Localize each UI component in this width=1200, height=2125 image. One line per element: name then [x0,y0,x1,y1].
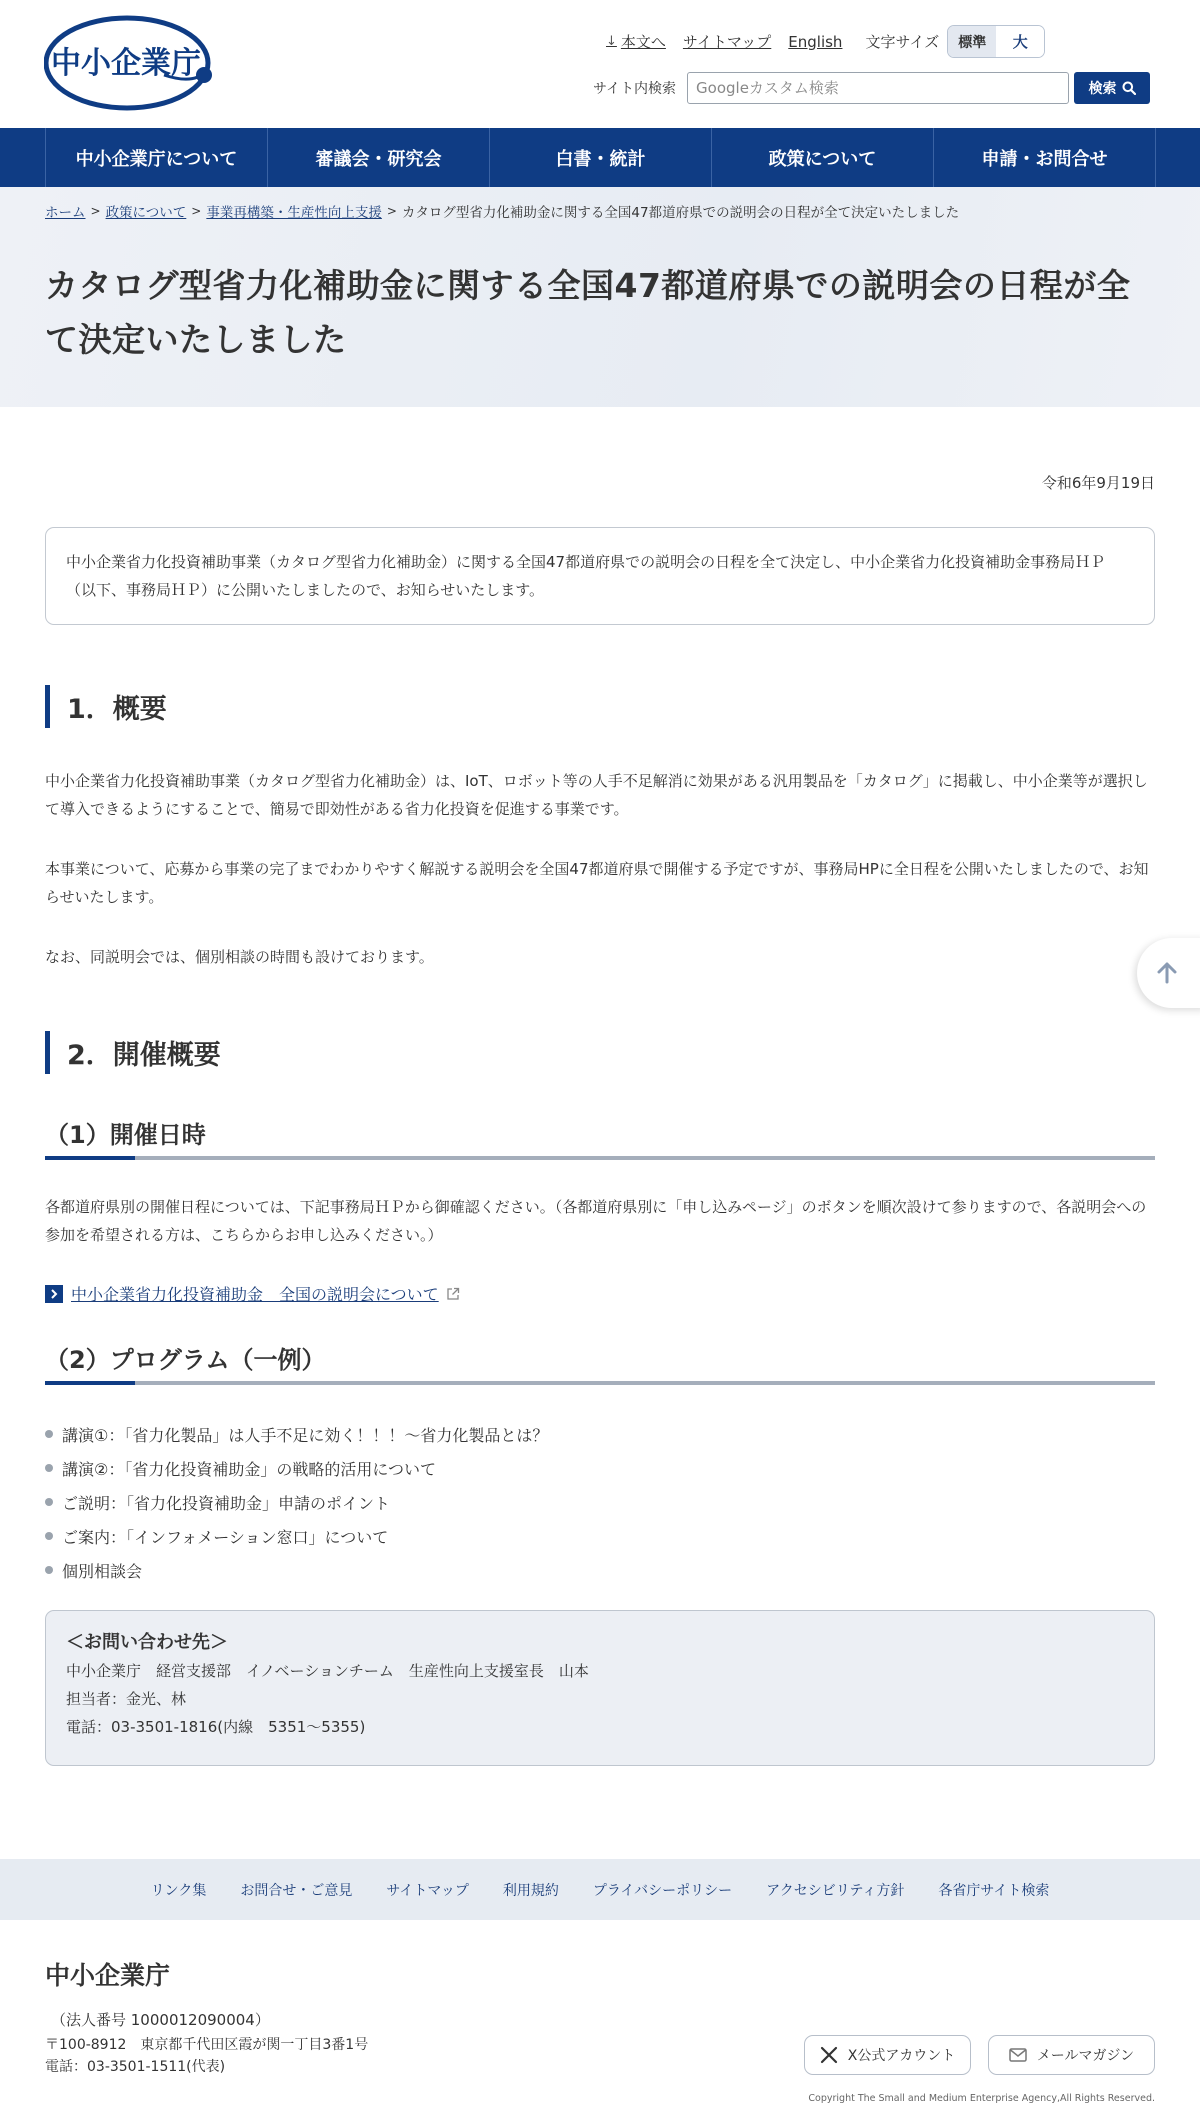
breadcrumb-current: カタログ型省力化補助金に関する全国47都道府県での説明会の日程が全て決定いたしました [401,205,960,221]
footer-link-contact[interactable]: お問合せ・ご意見 [240,1882,353,1899]
x-account-button[interactable] [804,2035,971,2075]
lead-box: 中小企業省力化投資補助事業（カタログ型省力化補助金）に関する全国47都道府県での説明会の日程を全て決定し、中小企業省力化投資補助金事務局ＨＰ（以下、事務局ＨＰ）に公開いたしましたので、お知らせいたします。 [45,527,1155,625]
section-heading-event: 2．開催概要 [45,1031,221,1074]
seminar-link-label[interactable]: 中小企業省力化投資補助金 全国の説明会について [71,1285,439,1304]
nav-item-about[interactable]: 中小企業庁について [46,128,268,187]
bullet-icon [45,1498,53,1506]
footer-address: 〒100-8912 東京都千代田区霞が関一丁目3番1号 [45,2037,369,2053]
subsection-heading-program-text: （2）プログラム（一例） [45,1346,326,1374]
bullet-icon [45,1430,53,1438]
breadcrumb-home[interactable]: ホーム [45,205,86,221]
contact-department: 中小企業庁 経営支援部 イノベーションチーム 生産性向上支援室長 山本 [66,1662,589,1680]
global-nav [0,128,1200,187]
logo-text: 中小企業庁 [51,46,201,81]
search-input[interactable] [687,72,1069,104]
x-account-label: X公式アカウント [847,2048,956,2064]
subsection-heading-datetime-text: （1）開催日時 [45,1121,206,1149]
page-title: カタログ型省力化補助金に関する全国47都道府県での説明会の日程が全て決定いたしました [45,266,1131,359]
english-link[interactable]: English [788,32,843,51]
overview-paragraph-1: 中小企業省力化投資補助事業（カタログ型省力化補助金）は、IoT、ロボット等の人手不足解消に効果がある汎用製品を「カタログ」に掲載し、中小企業等が選択して導入できるようにすることで、簡易で即効性がある省力化投資を促進する事業です。 [45,772,1148,818]
seminar-external-link[interactable] [45,1282,460,1305]
footer-link-accessibility[interactable]: アクセシビリティ方針 [766,1882,905,1899]
list-item [45,1553,548,1587]
agency-logo[interactable] [44,15,214,111]
footer-links [0,1859,1200,1920]
skip-to-content-link[interactable] [606,31,666,52]
breadcrumb [45,201,959,221]
mail-icon [1009,2048,1027,2062]
list-item-text: ご説明：「省力化投資補助金」申請のポイント [62,1493,391,1513]
contact-title: ＜お問い合わせ先＞ [66,1632,228,1653]
site-search [593,72,1150,104]
overview-paragraph-2: 本事業について、応募から事業の完了までわかりやすく解説する説明会を全国47都道府県で開催する予定ですが、事務局HPに全日程を公開いたしましたので、お知らせいたします。 [45,860,1149,906]
chevron-right-icon: > [191,204,202,218]
chevron-right-icon: > [90,204,101,218]
font-size-large-button[interactable]: 大 [996,26,1044,57]
arrow-down-icon: ↓ [606,34,617,49]
footer-link-links[interactable]: リンク集 [150,1882,207,1899]
nav-item-policy[interactable]: 政策について [712,128,934,187]
list-item [45,1485,548,1519]
font-size-toggle [947,25,1045,58]
footer-link-sitemap[interactable]: サイトマップ [386,1882,469,1899]
search-button-label: 検索 [1088,81,1117,97]
footer-link-terms[interactable]: 利用規約 [502,1882,559,1899]
list-item-text: 個別相談会 [62,1561,143,1581]
list-item [45,1417,548,1451]
contact-person: 担当者：金光、林 [66,1690,187,1708]
contact-phone: 電話：03-3501-1816(内線 5351～5355) [66,1718,366,1736]
program-list [45,1417,548,1587]
footer-phone: 電話：03-3501-1511(代表) [45,2059,226,2075]
arrow-up-icon [1155,961,1179,985]
publish-date: 令和6年9月19日 [1041,474,1155,492]
breadcrumb-restructuring[interactable]: 事業再構築・生産性向上支援 [206,205,382,221]
search-label: サイト内検索 [593,81,677,97]
chevron-right-icon: > [386,204,397,218]
footer-address-block [45,2006,368,2078]
list-item-text: 講演②：「省力化投資補助金」の戦略的活用について [62,1459,437,1479]
x-logo-icon [820,2046,838,2064]
mail-magazine-button[interactable] [988,2035,1155,2075]
overview-paragraph-3: なお、同説明会では、個別相談の時間も設けております。 [45,948,434,966]
footer-corp-number: （法人番号 1000012090004） [51,2011,270,2029]
bullet-icon [45,1566,53,1574]
search-button[interactable] [1074,72,1150,104]
subsection-heading-program [45,1337,1155,1385]
nav-item-application[interactable]: 申請・お問合せ [934,128,1156,187]
subsection-heading-datetime [45,1112,1155,1160]
sitemap-link[interactable]: サイトマップ [682,33,772,51]
search-icon [1122,81,1136,95]
section-heading-overview: 1．概要 [45,685,167,728]
external-link-icon [446,1287,460,1301]
datetime-paragraph: 各都道府県別の開催日程については、下記事務局ＨＰから御確認ください。（各都道府県別に「申し込みページ」のボタンを順次設けて参りますので、各説明会への参加を希望される方は、こちらからお申し込みください。） [45,1198,1147,1244]
list-item [45,1519,548,1553]
page-top-button[interactable] [1137,938,1200,1008]
font-size-standard-button[interactable]: 標準 [948,26,996,57]
list-item [45,1451,548,1485]
nav-item-councils[interactable]: 審議会・研究会 [268,128,490,187]
font-size-label: 文字サイズ [865,33,940,51]
footer-link-ministry-search[interactable]: 各省庁サイト検索 [938,1882,1050,1899]
bullet-icon [45,1532,53,1540]
mail-magazine-label: メールマガジン [1036,2048,1135,2064]
bullet-icon [45,1464,53,1472]
list-item-text: 講演①：「省力化製品」は人手不足に効く！！！～省力化製品とは？ [62,1425,549,1445]
contact-box [45,1610,1155,1766]
chevron-right-icon [45,1285,63,1303]
list-item-text: ご案内：「インフォメーション窓口」について [62,1527,389,1547]
skip-link-label: 本文へ [620,33,666,51]
footer-link-privacy[interactable]: プライバシーポリシー [592,1882,733,1899]
copyright: Copyright The Small and Medium Enterprise Agency,All Rights Reserved. [808,2093,1155,2104]
title-area [0,187,1200,407]
nav-item-whitepaper[interactable]: 白書・統計 [490,128,712,187]
site-header [0,0,1200,128]
utility-links [606,25,1045,58]
footer-org-name: 中小企業庁 [45,1961,171,1990]
breadcrumb-policy[interactable]: 政策について [105,205,187,221]
